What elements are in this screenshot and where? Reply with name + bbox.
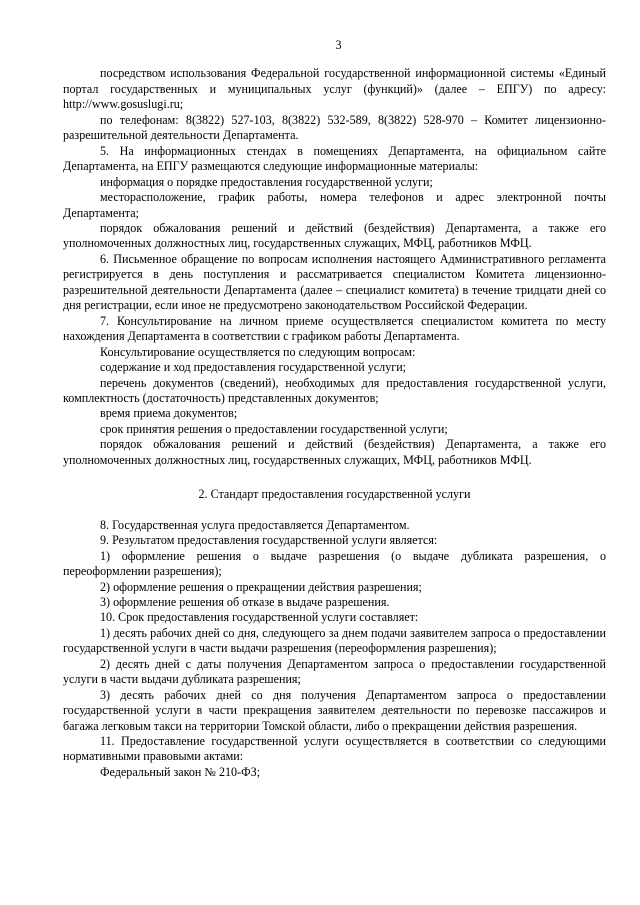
body-text-before-section [63,66,606,468]
paragraph: 11. Предоставление государственной услуги осуществляется в соответствии со следующими нормативными правовыми актами: [63,734,606,764]
paragraph: 1) оформление решения о выдаче разрешения (о выдаче дубликата разрешения, о переоформлении разрешения); [63,548,606,579]
paragraph: информация о порядке предоставления государственной услуги; [100,174,433,189]
paragraph: 6. Письменное обращение по вопросам исполнения настоящего Административного регламента регистрируется в день поступления и рассматривается специалистом Комитета лицензионно-разрешительной деятельности Департамента (далее – специалист комитета) в течение тридцати дней со дня регистрации, если иное не предусмотрено законодательством Российской Федерации. [63,251,606,313]
paragraph: порядок обжалования решений и действий (бездействия) Департамента, а также его уполномоченных должностных лиц, государственных служащих, МФЦ, работников МФЦ. [63,437,606,467]
paragraph: посредством использования Федеральной государственной информационной системы «Единый портал государственных и муниципальных услуг (функций)» (далее – ЕПГУ) по адресу: http://www.gosuslugi.ru; [63,66,606,112]
paragraph: время приема документов; [100,406,238,421]
paragraph: 3) десять рабочих дней со дня получения Департаментом запроса о предоставлении государственной услуги в части прекращения заявителем деятельности по перевозке пассажиров и багажа легковым такси на территории Томской области, либо о прекращении действия разрешения. [63,687,606,733]
paragraph: 2) оформление решения о прекращении действия разрешения; [100,579,422,594]
paragraph: 5. На информационных стендах в помещениях Департамента, на официальном сайте Департамента, на ЕПГУ размещаются следующие информационные материалы: [63,143,606,174]
paragraph: 10. Срок предоставления государственной услуги составляет: [100,610,419,625]
paragraph: Консультирование осуществляется по следующим вопросам: [100,344,416,359]
paragraph: Федеральный закон № 210-ФЗ; [100,764,261,779]
body-text-after-section [63,518,606,781]
paragraph: 7. Консультирование на личном приеме осуществляется специалистом комитета по месту нахождения Департамента в соответствии с графиком работы Департамента. [63,313,606,344]
paragraph: 3) оформление решения об отказе в выдаче разрешения. [100,594,390,609]
page-number: 3 [335,38,342,52]
paragraph: 1) десять рабочих дней со дня, следующего за днем подачи заявителем запроса о предоставлении государственной услуги в части выдачи разрешения (переоформления разрешения); [63,625,606,656]
paragraph: 9. Результатом предоставления государственной услуги является: [100,533,438,548]
paragraph: 8. Государственная услуга предоставляется Департаментом. [100,517,410,532]
paragraph: содержание и ход предоставления государственной услуги; [100,360,407,375]
paragraph: месторасположение, график работы, номера телефонов и адрес электронной почты Департамента; [63,190,606,220]
paragraph: порядок обжалования решений и действий (бездействия) Департамента, а также его уполномоченных должностных лиц, государственных служащих, МФЦ, работников МФЦ. [63,220,606,251]
paragraph: перечень документов (сведений), необходимых для предоставления государственной услуги, комплектность (достаточность) представленных документов; [63,375,606,405]
paragraph: 2) десять дней с даты получения Департаментом запроса о предоставлении государственной услуги в части выдачи дубликата разрешения; [63,656,606,687]
section-title: 2. Стандарт предоставления государственной услуги [198,487,471,502]
paragraph: срок принятия решения о предоставлении государственной услуги; [100,421,448,436]
paragraph: по телефонам: 8(3822) 527-103, 8(3822) 532-589, 8(3822) 528-970 – Комитет лицензионно-разрешительной деятельности Департамента. [63,112,606,143]
